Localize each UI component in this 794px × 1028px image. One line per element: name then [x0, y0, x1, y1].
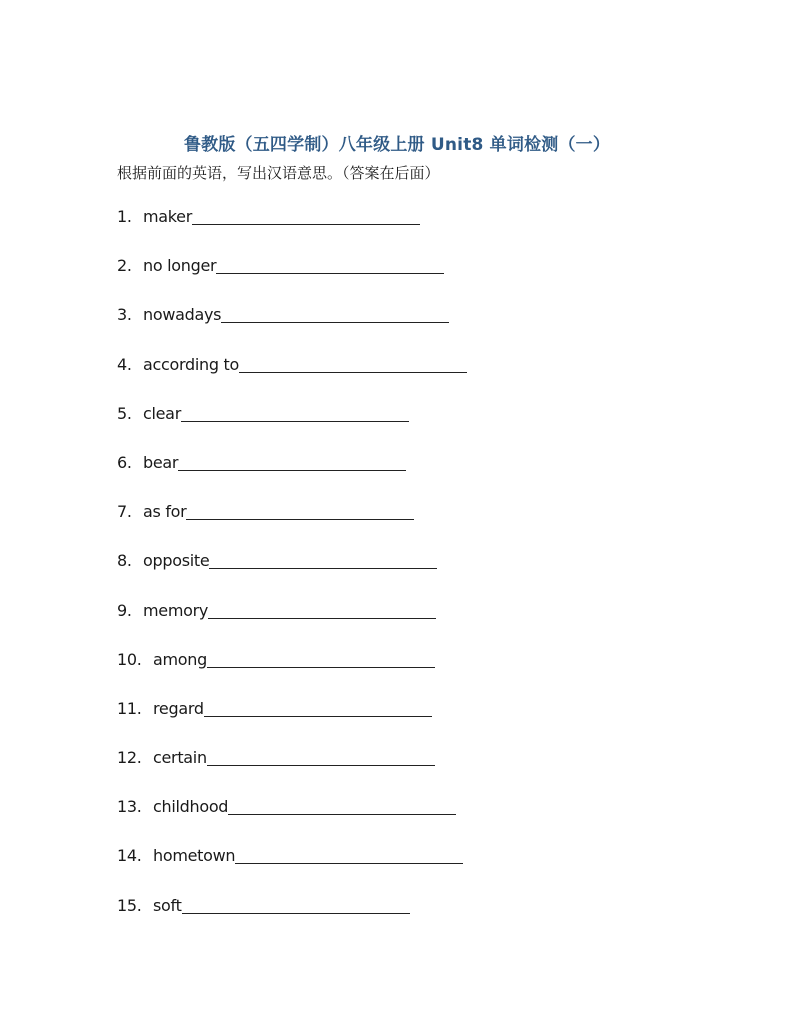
item-number: 11. — [117, 698, 142, 718]
list-item — [117, 894, 467, 943]
answer-blank[interactable] — [192, 205, 420, 225]
item-word: bear — [143, 452, 179, 472]
answer-blank[interactable] — [235, 844, 463, 864]
item-word: as for — [143, 502, 187, 522]
item-word: childhood — [153, 797, 229, 817]
answer-blank[interactable] — [186, 500, 414, 520]
list-item — [117, 599, 467, 648]
answer-blank[interactable] — [207, 648, 435, 668]
list-item — [117, 353, 467, 402]
answer-blank[interactable] — [178, 451, 406, 471]
instruction-text: 根据前面的英语，写出汉语意思。（答案在后面） — [117, 164, 440, 182]
item-word: certain — [153, 748, 207, 768]
item-word: according to — [143, 354, 239, 374]
list-item — [117, 844, 467, 893]
item-word: maker — [143, 207, 193, 226]
answer-blank[interactable] — [221, 303, 449, 323]
item-word: among — [153, 649, 207, 669]
answer-blank[interactable] — [181, 402, 409, 422]
item-number: 1. — [117, 207, 132, 226]
item-word: soft — [153, 895, 182, 915]
item-number: 13. — [117, 797, 142, 817]
answer-blank[interactable] — [216, 254, 444, 274]
list-item — [117, 648, 467, 697]
item-number: 4. — [117, 354, 132, 374]
list-item — [117, 254, 467, 303]
list-item — [117, 746, 467, 795]
item-number: 15. — [117, 895, 142, 915]
item-word: clear — [143, 403, 181, 423]
item-number: 8. — [117, 551, 132, 571]
answer-blank[interactable] — [182, 894, 410, 914]
answer-blank[interactable] — [207, 746, 435, 766]
word-list — [117, 205, 467, 943]
list-item — [117, 303, 467, 352]
answer-blank[interactable] — [204, 697, 432, 717]
item-number: 12. — [117, 748, 142, 768]
item-word: opposite — [143, 551, 210, 571]
list-item — [117, 402, 467, 451]
item-number: 6. — [117, 452, 132, 472]
page-title: 鲁教版（五四学制）八年级上册 Unit8 单词检测（一） — [183, 135, 611, 155]
item-number: 10. — [117, 649, 142, 669]
list-item — [117, 205, 467, 254]
answer-blank[interactable] — [209, 549, 437, 569]
answer-blank[interactable] — [208, 599, 436, 619]
list-item — [117, 500, 467, 549]
list-item — [117, 451, 467, 500]
item-number: 2. — [117, 256, 132, 276]
item-word: no longer — [143, 256, 217, 276]
item-word: memory — [143, 600, 209, 620]
answer-blank[interactable] — [239, 353, 467, 373]
item-word: nowadays — [143, 305, 222, 325]
item-word: hometown — [153, 846, 236, 866]
item-number: 7. — [117, 502, 132, 522]
item-number: 5. — [117, 403, 132, 423]
list-item — [117, 697, 467, 746]
item-number: 3. — [117, 305, 132, 325]
item-number: 14. — [117, 846, 142, 866]
answer-blank[interactable] — [228, 795, 456, 815]
list-item — [117, 795, 467, 844]
item-word: regard — [153, 698, 204, 718]
list-item — [117, 549, 467, 598]
item-number: 9. — [117, 600, 132, 620]
